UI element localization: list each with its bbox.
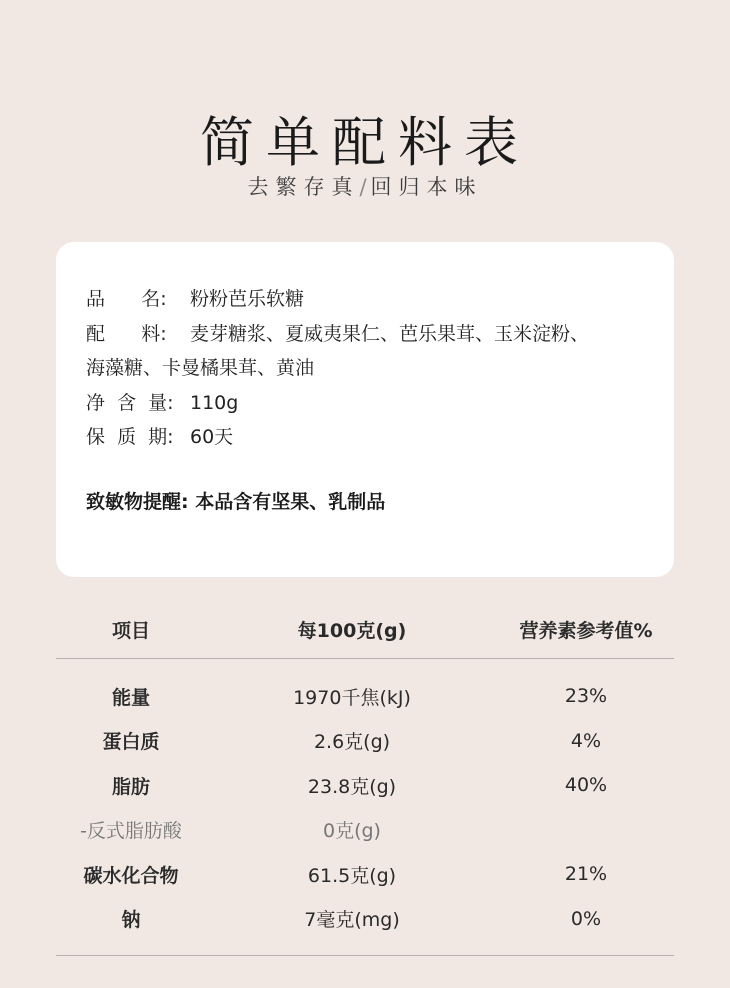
- row-item: 碳水化合物: [83, 864, 179, 887]
- row-nrv: 40%: [564, 774, 608, 797]
- row-per100: 7毫克(mg): [304, 909, 400, 932]
- row-per100: 23.8克(g): [307, 775, 397, 798]
- row-per100: 61.5克(g): [307, 864, 397, 887]
- subtitle-left: 去繁存真: [247, 175, 360, 199]
- table-row: [56, 808, 674, 853]
- nutrition-header-row: [56, 600, 674, 658]
- row-item: -反式脂肪酸: [80, 820, 182, 843]
- row-item: 能量: [111, 686, 150, 709]
- page-title: 简单配料表: [200, 111, 530, 174]
- row-item: 钠: [121, 909, 141, 932]
- name-value: 粉粉芭乐软糖: [190, 288, 305, 310]
- row-item: 蛋白质: [102, 731, 160, 754]
- subtitle-right: 回归本味: [370, 175, 483, 199]
- row-nrv: 21%: [564, 863, 608, 886]
- ingredient-card: [56, 242, 674, 577]
- info-row-net: [86, 386, 656, 421]
- header-item: 项目: [111, 619, 150, 642]
- row-per100: 2.6克(g): [313, 731, 391, 754]
- bottom-divider: [56, 955, 674, 956]
- table-row: [56, 674, 674, 719]
- nutrition-table: [56, 600, 674, 941]
- shelf-value: 60天: [190, 426, 234, 448]
- ingredients-line1: 麦芽糖浆、夏威夷果仁、芭乐果茸、玉米淀粉、: [190, 322, 590, 345]
- row-nrv: 4%: [570, 729, 602, 752]
- net-value: 110g: [190, 391, 239, 414]
- name-label: 品 名:: [86, 288, 167, 310]
- table-row: [56, 852, 674, 897]
- shelf-label: 保 质 期:: [86, 426, 174, 448]
- header-per100: 每100克(g): [297, 619, 407, 642]
- subtitle-separator: /: [359, 175, 371, 199]
- header-nrv: 营养素参考值%: [519, 619, 653, 642]
- info-row-name: [86, 282, 656, 317]
- net-label: 净 含 量:: [86, 391, 174, 414]
- row-nrv: 23%: [564, 685, 608, 708]
- allergen-warning: 致敏物提醒: 本品含有坚果、乳制品: [86, 491, 386, 513]
- product-info: [86, 282, 656, 455]
- nutrition-body: [56, 659, 674, 941]
- ingredients-line2: 海藻糖、卡曼橘果茸、黄油: [86, 357, 315, 379]
- page-subtitle: [0, 171, 730, 201]
- ingredients-label: 配 料:: [86, 322, 167, 345]
- row-item: 脂肪: [111, 775, 150, 798]
- info-row-ingredients-cont: [86, 351, 656, 386]
- table-row: [56, 719, 674, 764]
- row-per100: 1970千焦(kJ): [293, 686, 411, 709]
- info-row-ingredients: [86, 317, 656, 352]
- table-row: [56, 763, 674, 808]
- info-row-shelf: [86, 420, 656, 455]
- table-row: [56, 897, 674, 942]
- row-nrv: 0%: [570, 907, 602, 930]
- row-per100: 0克(g): [323, 820, 381, 843]
